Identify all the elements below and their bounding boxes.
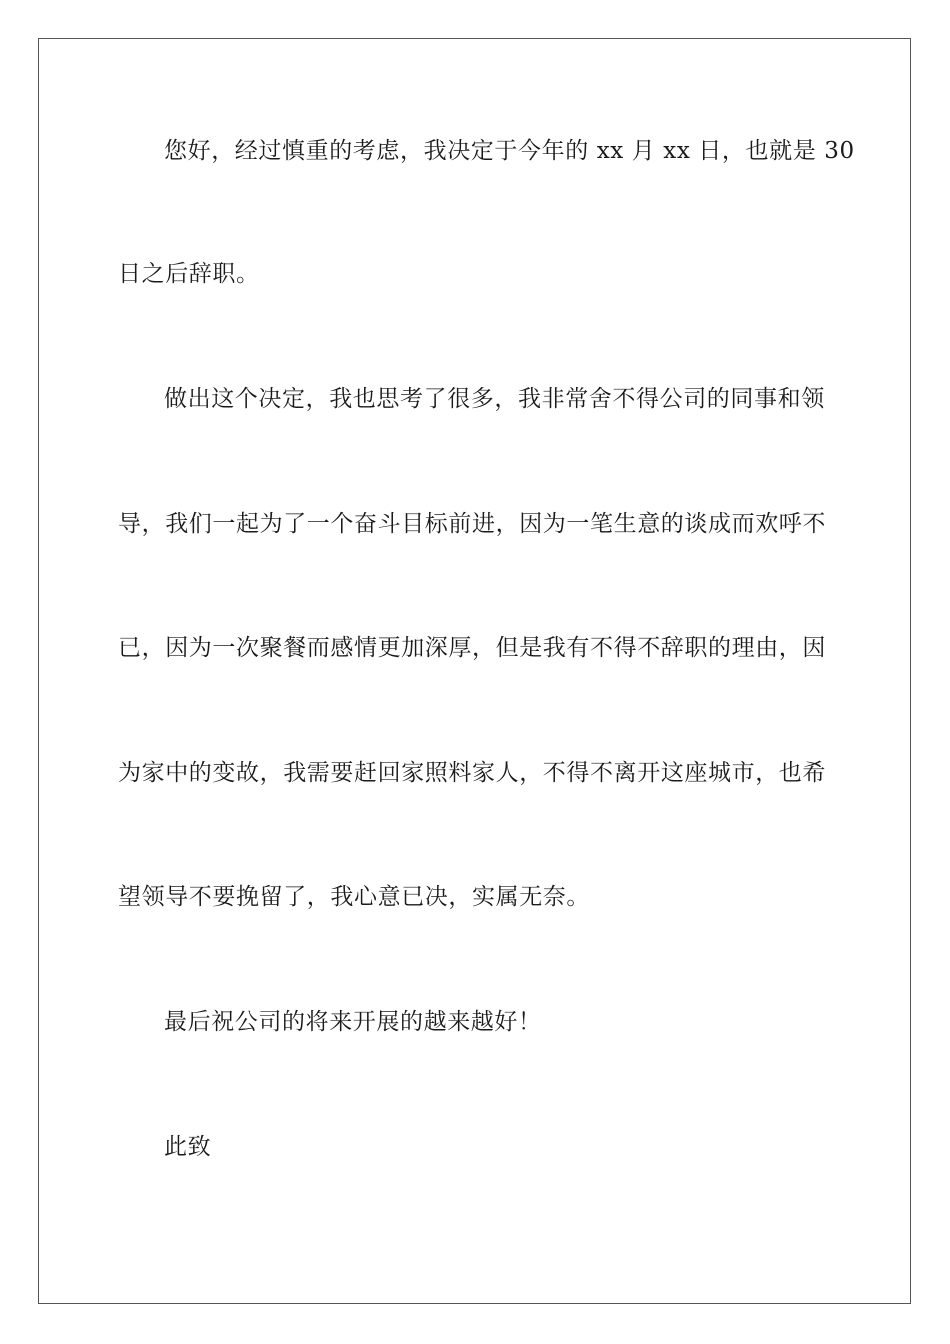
salutation-cizhi: 此致: [164, 1134, 212, 1160]
paragraph-2-line-2: 导，我们一起为了一个奋斗目标前进，因为一笔生意的谈成而欢呼不: [118, 511, 826, 537]
page-border: [38, 38, 911, 1304]
paragraph-1-line-2: 日之后辞职。: [118, 261, 260, 287]
closing-wish: 最后祝公司的将来开展的越来越好！: [164, 1009, 542, 1035]
paragraph-2-line-3: 已，因为一次聚餐而感情更加深厚，但是我有不得不辞职的理由，因: [118, 635, 826, 661]
paragraph-2-line-1: 做出这个决定，我也思考了很多，我非常舍不得公司的同事和领: [164, 386, 825, 412]
paragraph-2-line-5: 望领导不要挽留了，我心意已决，实属无奈。: [118, 884, 590, 910]
paragraph-1-line-1: 您好，经过慎重的考虑，我决定于今年的 xx 月 xx 日，也就是 30: [164, 138, 855, 164]
paragraph-2-line-4: 为家中的变故，我需要赶回家照料家人，不得不离开这座城市，也希: [118, 760, 826, 786]
